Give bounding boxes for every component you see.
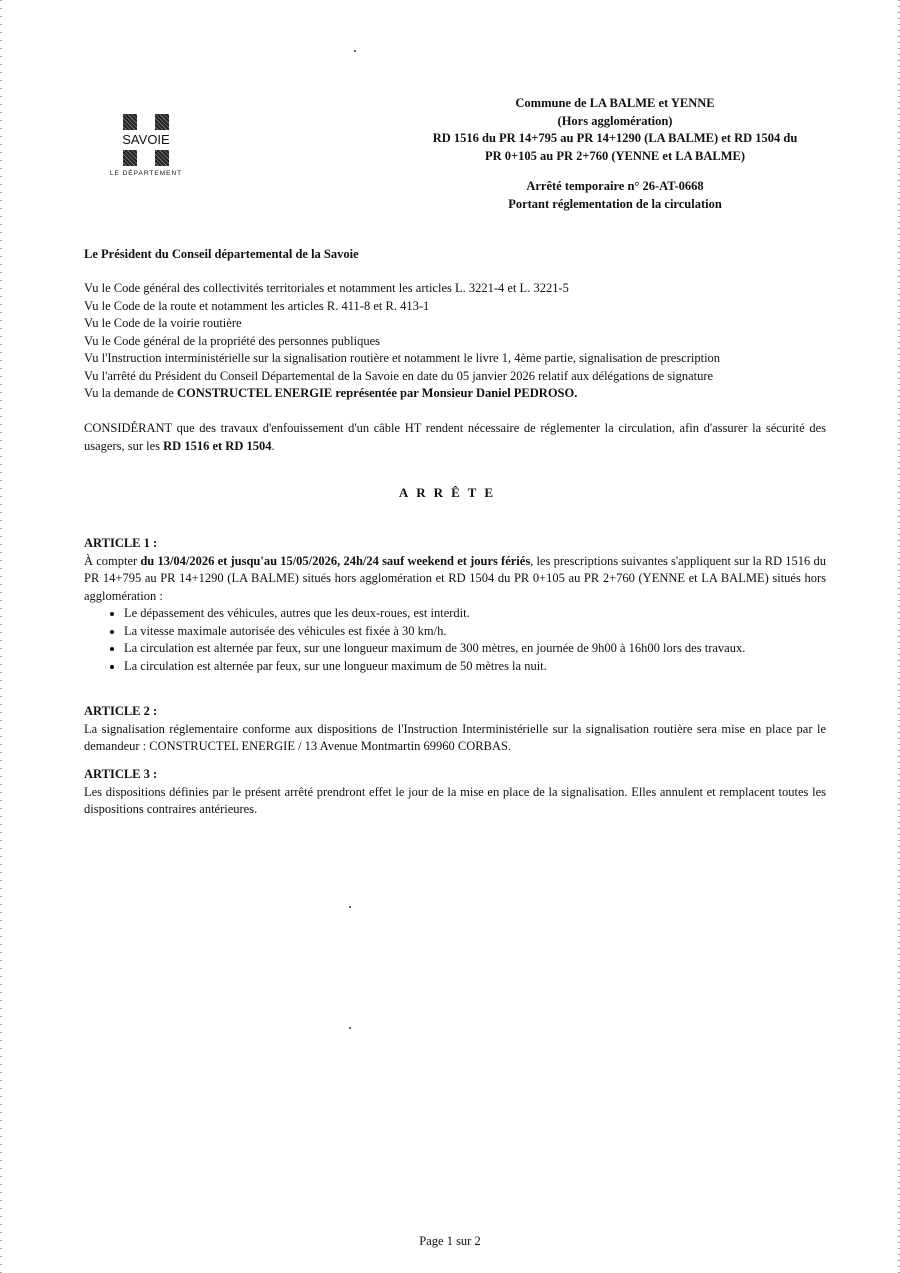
article-text: La signalisation réglementaire conforme aux dispositions de l'Instruction Interministérielle sur la signalisation routière sera mise en place par le demandeur : CONSTRUCTEL ENERGIE / 13 Avenue Montmartin 69960 CORBAS. (84, 721, 826, 753)
vu-list (84, 280, 826, 403)
considerant: CONSIDÉRANT que des travaux d'enfouissement d'un câble HT rendent nécessaire de réglementer la circulation, afin d'assurer la sécurité des usagers, sur les RD 1516 et RD 1504. (84, 421, 826, 453)
article-text: À compter du 13/04/2026 et jusqu'au 15/05/2026, 24h/24 sauf weekend et jours fériés, les prescriptions suivantes s'appliquent sur la RD 1516 du PR 14+795 au PR 14+1290 (LA BALME) situés hors agglomération et RD 1504 du PR 0+105 au PR 2+760 (YENNE et LA BALME) situés hors agglomération : (84, 553, 826, 603)
article-1 (84, 535, 826, 675)
arrete-title: ARRÊTE (398, 485, 502, 500)
header-line: PR 0+105 au PR 2+760 (YENNE et LA BALME) (484, 148, 746, 163)
scan-edge-left (0, 0, 2, 1273)
vu-line: Vu le Code de la route et notamment les articles R. 411-8 et R. 413-1 (84, 298, 430, 313)
logo-square-icon (123, 150, 137, 166)
president-title: Le Président du Conseil départemental de la Savoie (84, 247, 359, 261)
logo-square-icon (155, 150, 169, 166)
logo-square-icon (123, 114, 137, 130)
vu-line: Vu le Code général des collectivités territoriales et notamment les articles L. 3221-4 et L. 3221-5 (84, 281, 569, 295)
vu-line: Vu l'arrêté du Président du Conseil Départemental de la Savoie en date du 05 janvier 2026 relatif aux délégations de signature (84, 368, 714, 383)
vu-line: Vu le Code de la voirie routière (84, 316, 242, 330)
logo-name: SAVOIE (122, 132, 170, 147)
scan-speck (349, 1027, 351, 1029)
document-header (370, 95, 860, 213)
vu-line: Vu l'Instruction interministérielle sur la signalisation routière et notamment le livre 1, 4ème partie, signalisation de prescription (84, 351, 721, 365)
list-item: • La circulation est alternée par feux, sur une longueur maximum de 50 mètres la nuit. (124, 658, 826, 676)
arrete-subject: Portant réglementation de la circulation (508, 196, 722, 211)
list-item: • Le dépassement des véhicules, autres que les deux-roues, est interdit. (124, 605, 826, 623)
vu-line: Vu le Code général de la propriété des personnes publiques (84, 333, 381, 348)
article-text: Les dispositions définies par le présent arrêté prendront effet le jour de la mise en place de la signalisation. Elles annulent et remplacent toutes les dispositions contraires antérieures. (84, 784, 826, 816)
savoie-logo (104, 114, 188, 177)
header-line: (Hors agglomération) (557, 113, 673, 128)
logo-subtitle: LE DÉPARTEMENT (109, 170, 183, 177)
scan-speck (354, 50, 356, 52)
arrete-number: Arrêté temporaire n° 26-AT-0668 (526, 179, 704, 193)
article-3 (84, 766, 826, 819)
list-item: • La vitesse maximale autorisée des véhicules est fixée à 30 km/h. (124, 623, 826, 641)
header-line: Commune de LA BALME et YENNE (515, 96, 715, 110)
article-title: ARTICLE 3 : (84, 767, 158, 781)
prescription-list (84, 605, 826, 675)
logo-square-icon (155, 114, 169, 130)
vu-demande: Vu la demande de CONSTRUCTEL ENERGIE représentée par Monsieur Daniel PEDROSO. (84, 386, 578, 400)
article-title: ARTICLE 2 : (84, 704, 158, 718)
article-2 (84, 703, 826, 756)
header-line: RD 1516 du PR 14+795 au PR 14+1290 (LA BALME) et RD 1504 du (432, 131, 798, 145)
list-item: • La circulation est alternée par feux, sur une longueur maximum de 300 mètres, en journée de 9h00 à 16h00 lors des travaux. (124, 640, 826, 658)
article-title: ARTICLE 1 : (84, 536, 158, 550)
scan-speck (349, 906, 351, 908)
page-number: Page 1 sur 2 (419, 1234, 481, 1248)
